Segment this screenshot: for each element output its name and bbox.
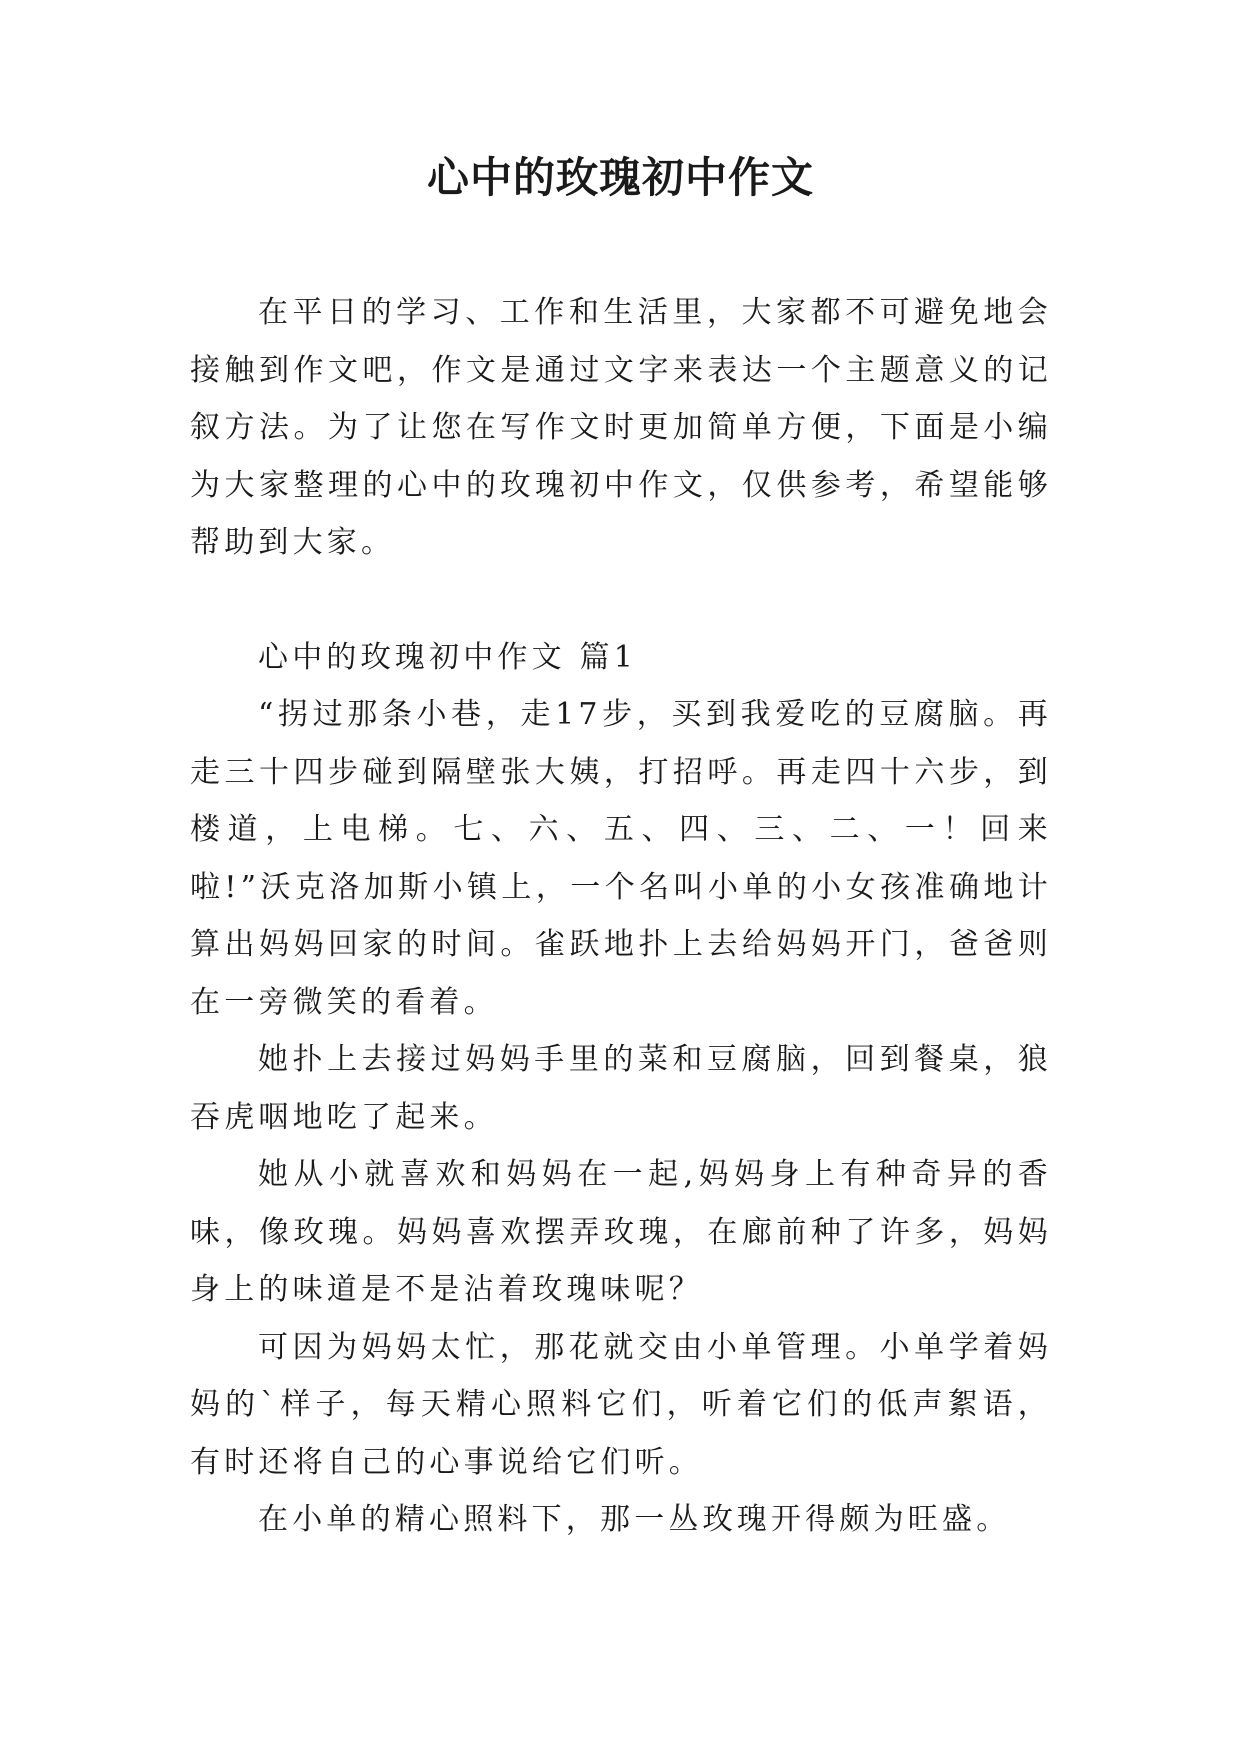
body-paragraph: 在小单的精心照料下，那一丛玫瑰开得颇为旺盛。 bbox=[258, 1502, 1011, 1537]
section-heading: 心中的玫瑰初中作文 篇1 bbox=[258, 639, 638, 675]
document-body bbox=[190, 284, 1052, 1549]
body-paragraph: 她扑上去接过妈妈手里的菜和豆腐脑，回到餐桌，狼吞虎咽地吃了起来。 bbox=[190, 1042, 1052, 1135]
document-title: 心中的玫瑰初中作文 bbox=[426, 153, 814, 202]
body-paragraph: 她从小就喜欢和妈妈在一起,妈妈身上有种奇异的香味，像玫瑰。妈妈喜欢摆弄玫瑰，在廊前种了许多，妈妈身上的味道是不是沾着玫瑰味呢？ bbox=[190, 1157, 1052, 1307]
intro-paragraph: 在平日的学习、工作和生活里，大家都不可避免地会接触到作文吧，作文是通过文字来表达一个主题意义的记叙方法。为了让您在写作文时更加简单方便，下面是小编为大家整理的心中的玫瑰初中作文，仅供参考，希望能够帮助到大家。 bbox=[190, 295, 1052, 560]
body-paragraph: 可因为妈妈太忙，那花就交由小单管理。小单学着妈妈的`样子，每天精心照料它们，听着它们的低声絮语，有时还将自己的心事说给它们听。 bbox=[190, 1329, 1052, 1480]
body-paragraph: “拐过那条小巷，走17步，买到我爱吃的豆腐脑。再走三十四步碰到隔壁张大姨，打招呼。再走四十六步，到楼道，上电梯。七、六、五、四、三、二、一！回来啦!”沃克洛加斯小镇上，一个名叫小单的小女孩准确地计算出妈妈回家的时间。雀跃地扑上去给妈妈开门，爸爸则在一旁微笑的看着。 bbox=[190, 697, 1052, 1020]
